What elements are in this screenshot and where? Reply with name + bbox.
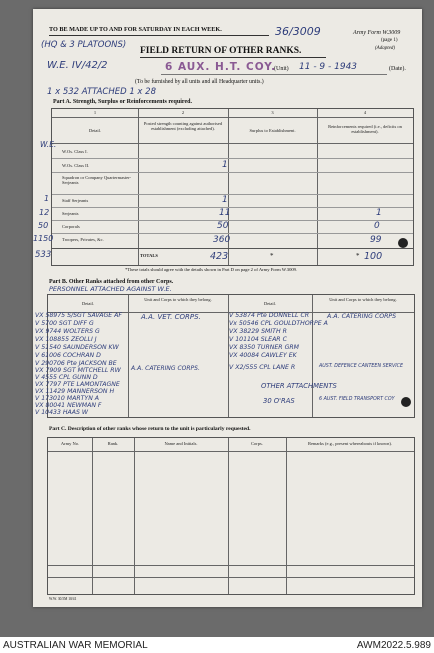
attached-left-13: VX 80041 NEWMAN F (35, 402, 102, 409)
totals-label: TOTALS (140, 253, 158, 258)
row-label-cqms: Squadron or Company Quartermaster-Serjeants (62, 175, 132, 186)
attached-left-2: V 5700 SGT DIFF G (35, 320, 94, 327)
part-a-col-detail: Detail. (88, 128, 102, 133)
oras-note: 30 O'RAS (263, 397, 295, 405)
reinf-sgt: 1 (376, 208, 382, 218)
unit-label: (Unit) (274, 66, 289, 72)
reinf-pte: 99 (370, 235, 382, 245)
row-label-ssgt: Staff Serjeants (62, 198, 89, 203)
part-b-col-unit-left: Unit and Corps to which they belong. (144, 297, 212, 302)
part-a-heading: Part A. Strength, Surplus or Reinforcements required. (53, 99, 192, 105)
row-label-cpl: Corporals (62, 224, 80, 229)
attached-left-3: VX 9744 WOLTERS G (35, 328, 100, 335)
form-title: FIELD RETURN OF OTHER RANKS. (140, 46, 302, 56)
attached-left-5: V 51540 SAUNDERSON KW (35, 344, 119, 351)
archive-footer (0, 637, 434, 653)
part-c-col-rank: Rank. (107, 441, 119, 446)
part-a-colnum-3: 3 (271, 110, 274, 115)
form-sheet (33, 9, 422, 607)
attached-left-10: VX 7797 PTE LAMONTAGNE (35, 381, 120, 388)
part-b-col-detail-left: Detail. (81, 301, 95, 306)
hq-platoons-note: (HQ & 3 PLATOONS) (41, 40, 127, 50)
attached-left-4: VX 108855 ZEOLLI J (35, 336, 97, 343)
attached-right-unit-transport: 6 AUST. FIELD TRANSPORT COY (319, 397, 395, 402)
punch-hole-upper (398, 238, 408, 248)
part-a-col-posted: Posted strength counting against authorised establishment (excluding attached). (143, 121, 223, 131)
row-label-sgt: Serjeants (62, 211, 79, 216)
posted-ssgt: 1 (222, 195, 228, 205)
row-label-pte: Troopers, Privates, &c. (62, 237, 104, 242)
attached-left-6: V 61006 COCHRAN D (35, 352, 101, 359)
other-attachments-note: OTHER ATTACHMENTS (261, 382, 337, 390)
posted-total: 423 (210, 251, 229, 262)
posted-wo2: 1 (222, 160, 228, 170)
margin-ssgt: 1 (44, 194, 50, 203)
form-number: Army Form W.3009 (353, 30, 401, 36)
footer-accession-number: AWM2022.5.989 (356, 640, 431, 651)
attached-left-7: V 290706 Pte JACKSON BE (35, 360, 117, 367)
part-c-col-name: Name and Initials. (164, 441, 198, 446)
reinf-total: 100 (364, 251, 383, 262)
part-b-heading: Part B. Other Ranks attached from other Corps. (49, 279, 174, 285)
part-b-col-unit-right: Unit and Corps to which they belong. (329, 297, 397, 302)
row-label-wo2: W.Os. Class II. (62, 163, 90, 168)
part-a-colnum-2: 2 (181, 110, 185, 115)
posted-cpl: 50 (217, 221, 229, 231)
unit-date-underline (161, 74, 387, 75)
attached-left-8: VX 7909 SGT MITCHELL RW (35, 367, 121, 374)
attached-right-7: V X2/555 CPL LANE R (229, 364, 296, 371)
margin-pte: 1150 (33, 234, 54, 243)
margin-we: W.E. (40, 140, 57, 149)
attached-right-1: V 53874 Pte DONNELL CR (229, 312, 310, 319)
attached-right-4: V 101104 SLEAR C (229, 336, 287, 343)
unit-stamp: 6 AUX. H.T. COY. (165, 61, 277, 73)
attached-left-unit-catering: A.A. CATERING CORPS. (131, 365, 200, 372)
we-reference: W.E. IV/42/2 (47, 60, 108, 71)
posted-sgt: 11 (219, 208, 231, 218)
attached-left-12: V 173010 MARTYN A (35, 395, 100, 402)
attached-left-14: V 10433 HAAS W (35, 409, 88, 416)
margin-cpl: 50 (38, 221, 49, 230)
attached-left-11: VX 11429 MANNERSON H (35, 388, 115, 395)
part-c-table (47, 437, 415, 595)
title-underline (140, 57, 326, 58)
part-a-col-surplus: Surplus to Establishment. (249, 128, 296, 133)
surplus-total-mark: * (270, 252, 274, 260)
part-a-colnum-1: 1 (93, 110, 97, 115)
attached-left-9: V 4555 CPL GUNN D (35, 374, 98, 381)
attached-right-3: VX 38229 SMITH R (229, 328, 287, 335)
attached-right-unit-catering: A.A. CATERING CORPS (327, 313, 397, 320)
top-note-underline (49, 35, 269, 36)
attached-left-unit-vet: A.A. VET. CORPS. (141, 313, 201, 321)
reinf-total-mark: * (356, 252, 360, 260)
attached-right-5: VX 8350 TURNER GRM (229, 344, 299, 351)
print-note: W.W. 30.5M 10/41 (49, 597, 77, 601)
form-page: (page 1) (381, 38, 398, 43)
attached-left-1: VX 58975 S/SGT SAVAGE AF (35, 312, 122, 319)
reference-number: 36/3009 (275, 25, 321, 38)
part-a-col-reinf: Reinforcements required (i.e., deficits on establishment). (328, 124, 402, 134)
return-date: 11 - 9 - 1943 (299, 62, 358, 72)
form-adapted: (Adapted) (375, 46, 395, 51)
part-b-col-detail-right: Detail. (263, 301, 277, 306)
attached-note: 1 x 532 ATTACHED 1 x 28 (47, 87, 156, 97)
attached-right-unit-canteen: AUST. DEFENCE CANTEEN SERVICE (319, 364, 404, 369)
part-a-colnum-4: 4 (363, 110, 367, 115)
form-subtitle: (To be furnished by all units and all Headquarter units.) (135, 79, 264, 85)
part-b-subnote: PERSONNEL ATTACHED AGAINST W.E. (49, 285, 172, 293)
margin-sgt: 12 (39, 208, 50, 217)
date-label: (Date). (389, 66, 406, 72)
part-c-col-army-no: Army No. (60, 441, 80, 446)
part-c-col-corps: Corps. (251, 441, 263, 446)
part-c-col-remarks: Remarks (e.g., present whereabouts if known). (307, 441, 393, 446)
punch-hole-lower (401, 397, 411, 407)
attached-right-6: VX 40084 CAWLEY EK (229, 352, 297, 359)
part-a-table (51, 108, 414, 266)
footer-institution: AUSTRALIAN WAR MEMORIAL (3, 640, 148, 651)
part-a-footnote: *These totals should agree with the details shown in Part D on page 2 of Army Form W.3009. (125, 267, 298, 272)
margin-total: 533 (35, 250, 52, 260)
reinf-cpl: 0 (374, 221, 380, 231)
attached-right-2: Vx 50546 CPL GOULDTHORPE A (229, 320, 328, 327)
row-label-wo1: W.Os. Class I. (62, 149, 88, 154)
top-note: TO BE MADE UP TO AND FOR SATURDAY IN EACH WEEK. (49, 26, 222, 33)
part-c-heading: Part C. Description of other ranks whose return to the unit is particularly requested. (49, 426, 251, 432)
posted-pte: 360 (213, 235, 231, 245)
